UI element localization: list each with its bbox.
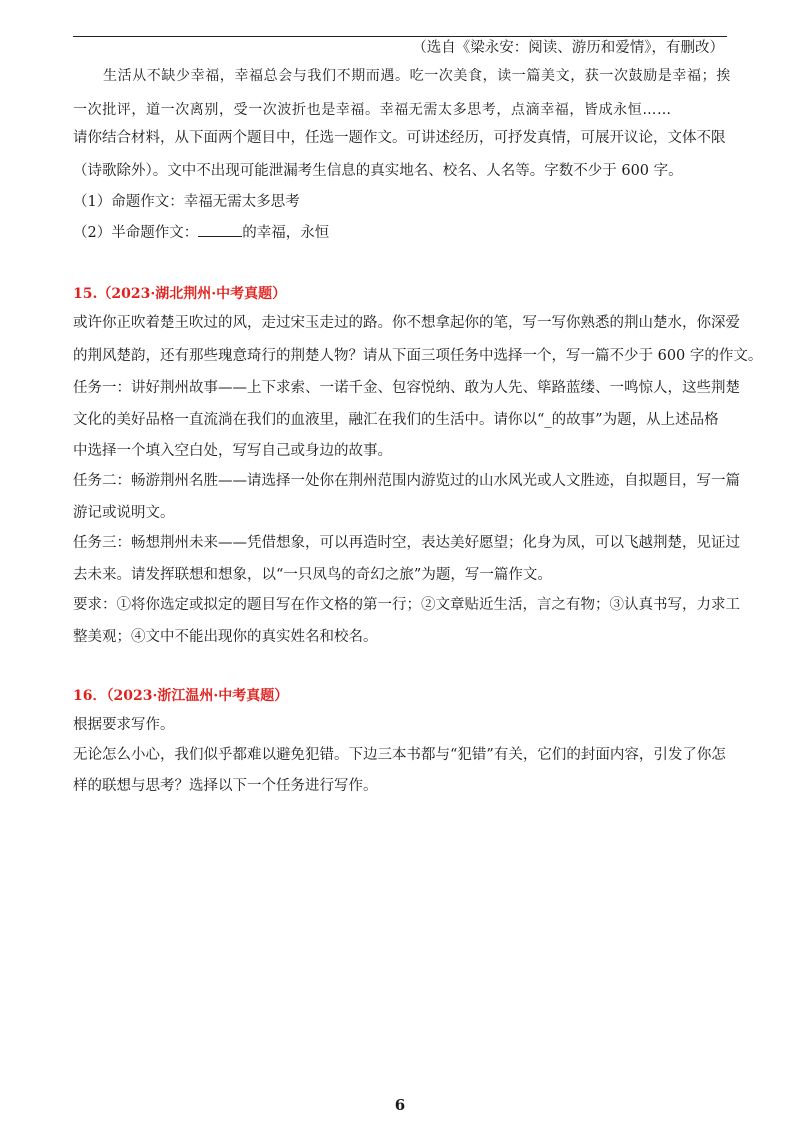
essay-option-1: （1）命题作文：幸福无需太多思考 <box>73 194 300 210</box>
q15-requirements: 要求：①将你选定或拟定的题目写在作文格的第一行；②文章贴近生活，言之有物；③认真书写，力求工 <box>73 597 740 613</box>
essay-option-2 <box>73 222 329 243</box>
q15-text-line: 中选择一个填入空白处，写写自己或身边的故事。 <box>73 443 392 459</box>
q15-text-line: 或许你正吹着楚王吹过的风，走过宋玉走过的路。你不想拿起你的笔，写一写你熟悉的荆山楚水，你深爱 <box>73 315 740 331</box>
header-rule <box>73 36 727 37</box>
q16-text-line: 无论怎么小心，我们似乎都难以避免犯错。下边三本书都与“犯错”有关，它们的封面内容，引发了你怎 <box>73 747 726 763</box>
q15-task-3: 任务三：畅想荆州未来——凭借想象，可以再造时空，表达美好愿望；化身为凤，可以飞越荆楚，见证过 <box>73 535 740 551</box>
instruction-line: 请你结合材料，从下面两个题目中，任选一题作文。可讲述经历，可抒发真情，可展开议论，文体不限 <box>73 130 726 146</box>
q15-text-line: 整美观；④文中不能出现你的真实姓名和校名。 <box>73 629 378 645</box>
q15-text-line: 去未来。请发挥联想和想象，以“一只凤鸟的奇幻之旅”为题，写一篇作文。 <box>73 567 552 583</box>
instruction-line: （诗歌除外）。文中不出现可能泄漏考生信息的真实地名、校名、人名等。字数不少于 600 字。 <box>73 163 683 179</box>
option-2-suffix: 的幸福，永恒 <box>242 225 330 241</box>
quote-line: 一次批评，道一次离别，受一次波折也是幸福。幸福无需太多思考，点滴幸福，皆成永恒…… <box>73 102 672 118</box>
fill-blank <box>198 222 242 237</box>
question-15-heading: 15.（2023·湖北荆州·中考真题） <box>73 286 287 302</box>
q15-text-line: 游记或说明文。 <box>73 505 175 521</box>
q16-text-line: 根据要求写作。 <box>73 717 175 733</box>
quote-line: 生活从不缺少幸福，幸福总会与我们不期而遇。吃一次美食，读一篇美文，获一次鼓励是幸福；挨 <box>103 68 731 84</box>
page-number: 6 <box>394 1096 406 1114</box>
source-citation: （选自《梁永安：阅读、游历和爱情》，有删改） <box>412 40 724 56</box>
q15-text-line: 文化的美好品格一直流淌在我们的血液里，融汇在我们的生活中。请你以“_的故事”为题，从上述品格 <box>73 412 719 428</box>
q15-task-2: 任务二：畅游荆州名胜——请选择一处你在荆州范围内游览过的山水风光或人文胜迹，自拟题目，写一篇 <box>73 473 740 489</box>
q15-task-1: 任务一：讲好荆州故事——上下求索、一诺千金、包容悦纳、敢为人先、筚路蓝缕、一鸣惊人，这些荆楚 <box>73 380 740 396</box>
q15-text-line: 的荆风楚韵，还有那些瑰意琦行的荆楚人物？请从下面三项任务中选择一个，写一篇不少于 600 字的作文。 <box>73 348 763 364</box>
question-16-heading: 16．（2023·浙江温州·中考真题） <box>73 688 289 704</box>
option-2-prefix: （2）半命题作文： <box>73 225 199 241</box>
q16-text-line: 样的联想与思考？选择以下一个任务进行写作。 <box>73 778 378 794</box>
